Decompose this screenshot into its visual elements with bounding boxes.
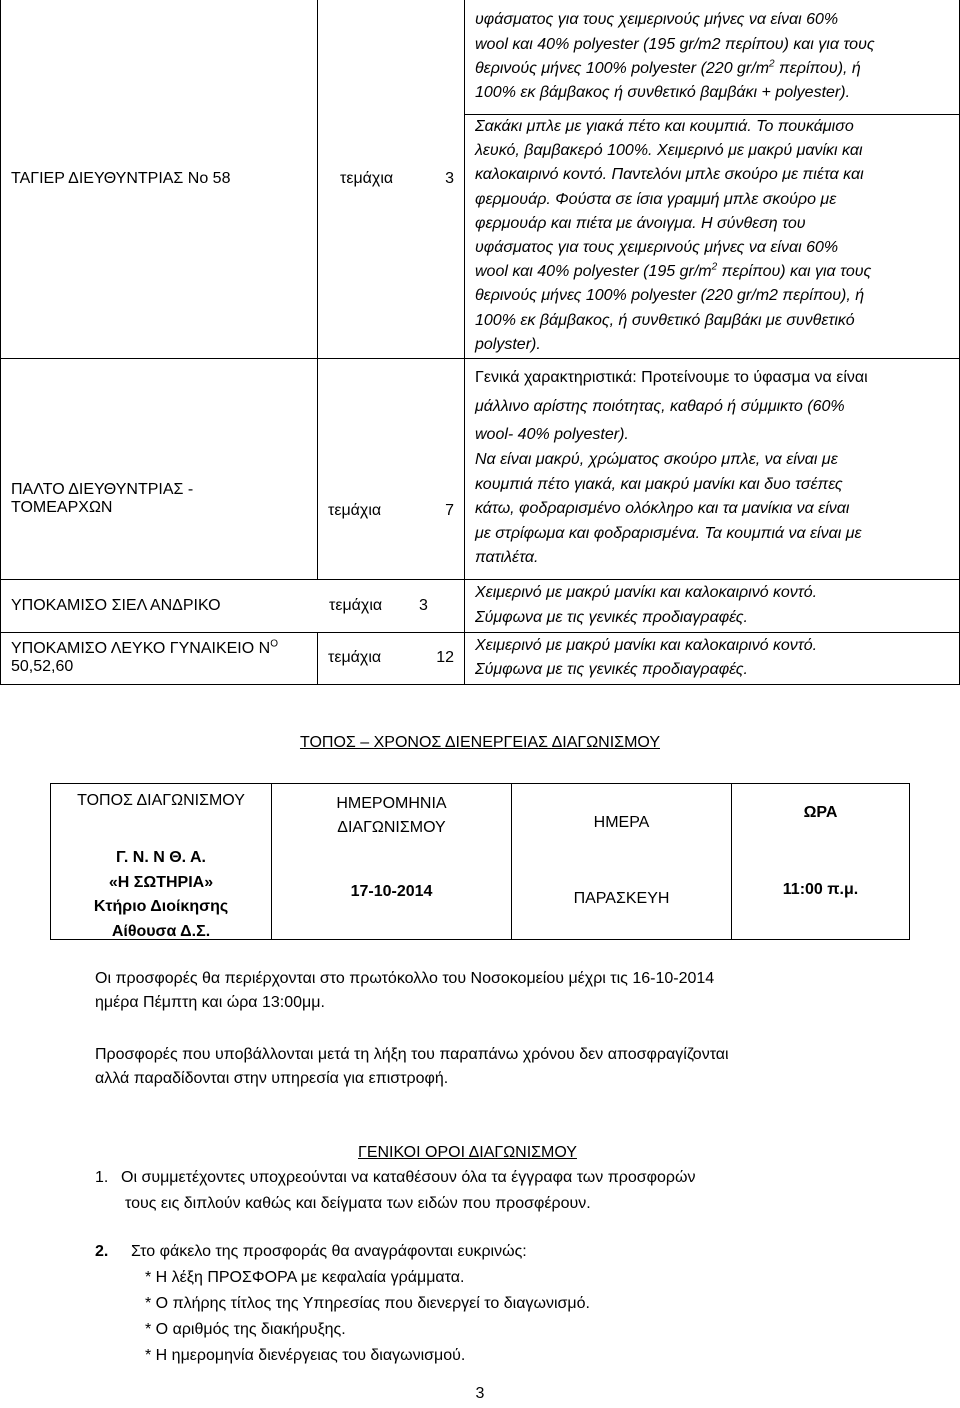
spec-item-name: ΥΠΟΚΑΜΙΣΟ ΛΕΥΚΟ ΓΥΝΑΙΚΕΙΟ $N^O$: [11, 638, 278, 657]
desc-line: Χειμερινό με μακρύ μανίκι και καλοκαιρινό κοντό.: [475, 584, 818, 602]
venue-table: [50, 783, 910, 940]
term-number: 1.: [95, 1169, 109, 1186]
desc-line: polyster).: [475, 335, 541, 353]
spec-item-cell: [1, 579, 465, 632]
spec-qty-cell: [318, 632, 465, 684]
desc-line: Σύμφωνα με τις γενικές προδιαγραφές.: [475, 608, 748, 626]
spec-description: [465, 358, 960, 579]
desc-line: θερινούς μήνες 100% polyester (220 gr/m2 περίπου), ή: [475, 287, 865, 305]
venue-date-header: ΔΙΑΓΩΝΙΣΜΟΥ: [337, 819, 446, 836]
desc-line: wool- 40% polyester).: [475, 426, 629, 444]
desc-line: φερμουάρ και πιέτα με άνοιγμα. Η σύνθεση του: [475, 214, 806, 232]
spec-description: [465, 114, 960, 358]
spec-quantity: 3: [419, 596, 428, 614]
page-number: 3: [475, 1385, 485, 1402]
venue-place-line: Κτήριο Διοίκησης: [93, 898, 229, 915]
spec-description: [465, 579, 960, 632]
spec-row-continuation: [1, 0, 960, 114]
desc-line: Σύμφωνα με τις γενικές προδιαγραφές.: [475, 661, 748, 678]
spec-item-name: ΤΟΜΕΑΡΧΩΝ: [11, 498, 113, 516]
term-text: τους εις διπλούν καθώς και δείγματα των ειδών που προσφέρουν.: [125, 1195, 591, 1212]
desc-line: φερμουάρ. Φούστα σε ίσια γραμμή μπλε σκούρο με: [475, 190, 837, 208]
spec-item-cell: [1, 358, 318, 579]
paragraph-line: ημέρα Πέμπτη και ώρα 13:00μμ.: [95, 994, 325, 1011]
desc-line: κάτω, φοδραρισμένο ολόκληρο και τα μανίκια να είναι: [475, 500, 850, 518]
paragraph-late-offers: [95, 1043, 935, 1091]
desc-line: πατιλέτα.: [475, 549, 539, 567]
desc-line: Να είναι μακρύ, χρώματος σκούρο μπλε, να είναι με: [475, 450, 838, 468]
desc-line: με στρίφωμα και φοδραρισμένα. Τα κουμπιά να είναι με: [475, 524, 862, 542]
spec-unit: τεμάχια: [340, 169, 394, 187]
venue-day-cell: [512, 784, 732, 940]
term-bullet: * Η ημερομηνία διενέργειας του διαγωνισμού.: [145, 1347, 466, 1364]
spec-qty-cell: [318, 358, 465, 579]
spec-item-cell: [1, 632, 318, 684]
term-bullet: * Ο αριθμός της διακήρυξης.: [145, 1321, 346, 1338]
venue-place-line: Αίθουσα Δ.Σ.: [111, 922, 211, 940]
specifications-table: [0, 0, 960, 685]
desc-line: καλοκαιρινό κοντό. Παντελόνι μπλε σκούρο με πιέτα και: [475, 166, 864, 184]
spec-row-palto: [1, 358, 960, 579]
spec-unit: τεμάχια: [328, 649, 382, 666]
desc-line: Γενικά χαρακτηριστικά: Προτείνουμε το ύφασμα να είναι: [475, 369, 868, 387]
term-bullet: * Η λέξη ΠΡΟΣΦΟΡΑ με κεφαλαία γράμματα.: [145, 1269, 465, 1286]
desc-line: 100% εκ βάμβακος ή συνθετικό βαμβάκι + polyester).: [475, 83, 851, 101]
spec-item-name: ΤΑΓΙΕΡ ΔΙΕΥΘΥΝΤΡΙΑΣ Νο 58: [11, 169, 231, 187]
venue-time-header: ΩΡΑ: [803, 804, 838, 821]
desc-line: λευκό, βαμβακερό 100%. Χειμερινό με μακρύ μανίκι και: [475, 142, 863, 160]
paragraph-line: Προσφορές που υποβάλλονται μετά τη λήξη του παραπάνω χρόνου δεν αποσφραγίζονται: [95, 1046, 729, 1063]
term-number: 2.: [95, 1243, 109, 1260]
desc-line: θερινούς μήνες 100% polyester (220 $gr/m^2$ περίπου), ή: [475, 58, 861, 77]
venue-place-cell: [51, 784, 272, 940]
desc-line: wool και 40% polyester (195 $gr/m^2$ περίπου) και για τους: [475, 261, 872, 281]
spec-quantity: 3: [445, 169, 454, 187]
spec-item-name: ΥΠΟΚΑΜΙΣΟ ΣΙΕΛ ΑΝΔΡΙΚΟ: [11, 596, 221, 614]
spec-description: [465, 0, 960, 114]
spec-quantity: 12: [436, 649, 454, 666]
spec-row-shirt-women: [1, 632, 960, 684]
spec-qty-cell: [318, 0, 465, 358]
term-1: [95, 1165, 696, 1217]
spec-item-cell: [1, 0, 318, 358]
spec-description: [465, 632, 960, 684]
general-terms-title: ΓΕΝΙΚΟΙ ΟΡΟΙ ΔΙΑΓΩΝΙΣΜΟΥ: [358, 1144, 577, 1161]
spec-quantity: 7: [445, 502, 454, 519]
venue-place-header: ΤΟΠΟΣ ΔΙΑΓΩΝΙΣΜΟΥ: [77, 792, 245, 809]
section-title: ΤΟΠΟΣ – ΧΡΟΝΟΣ ΔΙΕΝΕΡΓΕΙΑΣ ΔΙΑΓΩΝΙΣΜΟΥ: [299, 734, 660, 751]
spec-item-name: 50,52,60: [11, 658, 74, 675]
desc-line: υφάσματος για τους χειμερινούς μήνες να είναι 60%: [475, 239, 839, 256]
desc-line: wool και 40% polyester (195 gr/m2 περίπου) και για τους: [475, 35, 875, 53]
term-2: [95, 1239, 590, 1369]
paragraph-deadline: [95, 967, 935, 1015]
venue-place-line: «Η ΣΩΤΗΡΙΑ»: [108, 873, 214, 891]
spec-row-shirt-men: [1, 579, 960, 632]
desc-line: Χειμερινό με μακρύ μανίκι και καλοκαιρινό κοντό.: [475, 636, 818, 654]
venue-place-line: Γ. Ν. Ν Θ. Α.: [116, 849, 206, 866]
paragraph-line: Οι προσφορές θα περιέρχονται στο πρωτόκολλο του Νοσοκομείου μέχρι τις 16-10-2014: [95, 970, 715, 987]
venue-date-value: 17-10-2014: [350, 883, 433, 900]
venue-day-header: ΗΜΕΡΑ: [593, 814, 650, 831]
spec-item-name: ΠΑΛΤΟ ΔΙΕΥΘΥΝΤΡΙΑΣ -: [11, 480, 194, 498]
term-text: Οι συμμετέχοντες υποχρεούνται να καταθέσουν όλα τα έγγραφα των προσφορών: [121, 1169, 696, 1186]
spec-unit: τεμάχια: [328, 502, 382, 519]
venue-day-value: ΠΑΡΑΣΚΕΥΗ: [573, 890, 670, 907]
desc-line: Σακάκι μπλε με γιακά πέτο και κουμπιά. Το πουκάμισο: [475, 117, 854, 135]
spec-unit: τεμάχια: [329, 596, 383, 614]
venue-time-cell: [732, 784, 910, 940]
venue-date-cell: [272, 784, 512, 940]
desc-line: κουμπιά πέτο γιακά, και μακρύ μανίκι και δυο τσέπες: [475, 475, 843, 493]
paragraph-line: αλλά παραδίδονται στην υπηρεσία για επιστροφή.: [95, 1070, 449, 1087]
desc-line: υφάσματος για τους χειμερινούς μήνες να είναι 60%: [475, 11, 839, 29]
venue-date-header: ΗΜΕΡΟΜΗΝΙΑ: [336, 795, 447, 812]
desc-line: 100% εκ βάμβακος, ή συνθετικό βαμβάκι με συνθετικό: [475, 311, 855, 329]
desc-line: μάλλινο αρίστης ποιότητας, καθαρό ή σύμμικτο (60%: [475, 397, 845, 415]
term-bullet: * Ο πλήρης τίτλος της Υπηρεσίας που διενεργεί το διαγωνισμό.: [145, 1295, 590, 1312]
term-text: Στο φάκελο της προσφοράς θα αναγράφονται ευκρινώς:: [131, 1243, 527, 1260]
venue-time-value: 11:00 π.μ.: [782, 881, 859, 898]
